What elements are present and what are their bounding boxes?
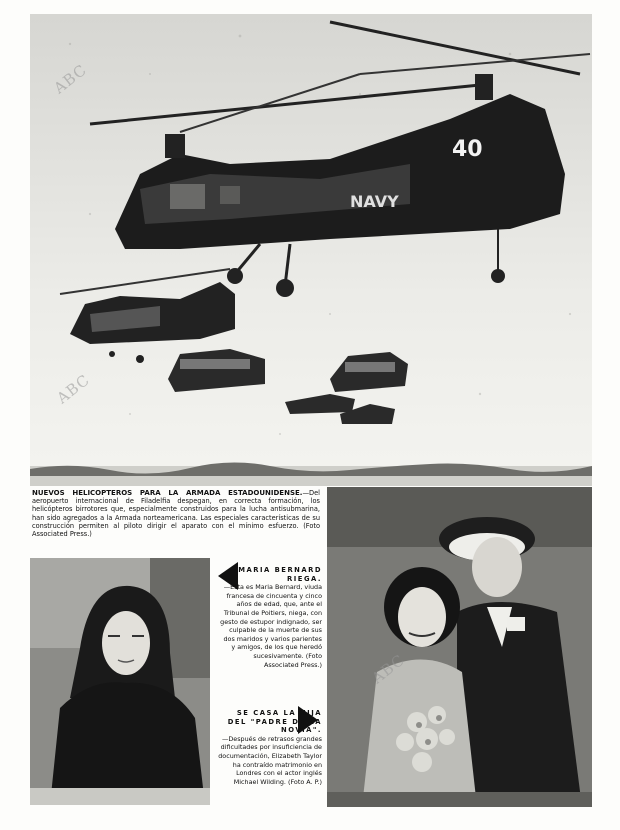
watermark: ABC	[53, 370, 94, 408]
helicopter-photo-graphic	[30, 14, 592, 486]
taylor-wedding-photo-graphic	[327, 487, 592, 807]
taylor-wedding-caption	[218, 709, 322, 786]
maria-bernard-photo	[30, 558, 210, 805]
taylor-wedding-caption-body: —Después de retrasos grandes dificultades por insuficiencia de documentación, Elizabeth Taylor ha contraído matrimonio en Londres con el actor inglés Michael Wilding. (Foto A. P.)	[218, 734, 322, 786]
maria-bernard-caption-body: —Esta es Maria Bernard, viuda francesa de cincuenta y cinco años de edad, que, ante el Tribunal de Poitiers, niega, con gesto de estupor indignado, ser culpable de la muerte de sus dos maridos y varios parientes y amigos, de los que heredó sucesivamente. (Foto Associated Press.)	[220, 583, 322, 669]
helicopter-caption	[32, 489, 320, 538]
helicopter-number-marking: 40	[452, 137, 483, 162]
maria-bernard-caption-head: MARIA BERNARD RIEGA.	[238, 566, 322, 583]
maria-bernard-photo-graphic	[30, 558, 210, 805]
taylor-wedding-caption-head: SE CASA LA HIJA DEL "PADRE DE LA NOVIA".	[227, 709, 322, 735]
watermark: ABC	[368, 650, 409, 688]
taylor-wedding-photo	[327, 487, 592, 807]
watermark: ABC	[50, 60, 91, 98]
helicopter-photo	[30, 14, 592, 486]
maria-bernard-caption	[218, 566, 322, 669]
helicopter-caption-head: NUEVOS HELICOPTEROS PARA LA ARMADA ESTADOUNIDENSE.	[32, 489, 303, 497]
helicopter-navy-marking: NAVY	[350, 192, 399, 211]
helicopter-caption-body: —Del aeropuerto internacional de Filadelfia despegan, en correcta formación, los helicópteros birrotores que, especialmente construidos para la lucha antisubmarina, han sido agregados a la Armada norteamericana. Las especiales características de su construcción permiten al piloto dirigir el aparato con el mínimo esfuerzo. (Foto Associated Press.)	[32, 489, 320, 539]
